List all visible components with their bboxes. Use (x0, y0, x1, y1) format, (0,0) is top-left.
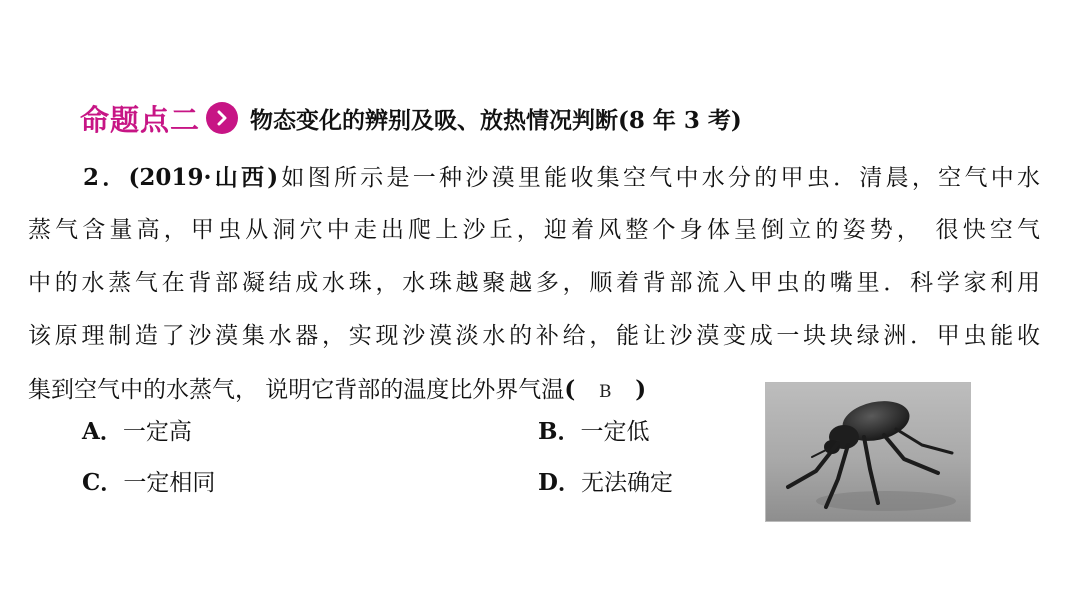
question-line (28, 204, 1040, 257)
question-text-line: 中的水蒸气在背部凝结成水珠，水珠越聚越多，顺着背部流入甲虫的嘴里．科学家利用 (28, 270, 1040, 296)
paren-close: ) (635, 376, 647, 403)
heading-title: 物态变化的辨别及吸、放热情况判断(8 年 3 考) (250, 106, 742, 134)
option-letter: A． (82, 418, 123, 445)
heading-label: 命题点二 (80, 102, 201, 137)
question-number: 2． (83, 164, 129, 191)
question-text-line: 如图所示是一种沙漠里能收集空气中水分的甲虫．清晨，空气中水 (278, 165, 1040, 191)
question-text-line: 蒸气含量高，甲虫从洞穴中走出爬上沙丘，迎着风整个身体呈倒立的姿势， 很快空气 (28, 217, 1040, 243)
option-text: 一定低 (580, 419, 650, 445)
paren-open: ( (564, 376, 576, 403)
option-b[interactable] (538, 413, 649, 446)
question-source: (2019·山西) (128, 164, 279, 191)
option-text: 一定相同 (123, 470, 216, 496)
beetle-photo (765, 382, 971, 522)
option-text: 无法确定 (580, 470, 673, 496)
question-line (28, 310, 1040, 363)
section-heading (80, 98, 742, 138)
option-c[interactable] (82, 464, 215, 497)
question-text-line: 该原理制造了沙漠集水器，实现沙漠淡水的补给，能让沙漠变成一块块绿洲．甲虫能收 (28, 323, 1040, 349)
option-a[interactable] (82, 413, 192, 446)
option-letter: B． (538, 418, 581, 445)
question-text (28, 151, 1040, 416)
option-text: 一定高 (122, 419, 192, 445)
option-letter: D． (538, 469, 581, 496)
question-line (28, 151, 1040, 204)
question-text-line: 集到空气中的水蒸气， 说明它背部的温度比外界气温 (28, 377, 565, 403)
question-line (28, 257, 1040, 310)
option-letter: C． (82, 469, 124, 496)
option-d[interactable] (538, 464, 673, 497)
answer-letter: B (598, 382, 612, 402)
chevron-right-circle-icon (206, 102, 238, 134)
